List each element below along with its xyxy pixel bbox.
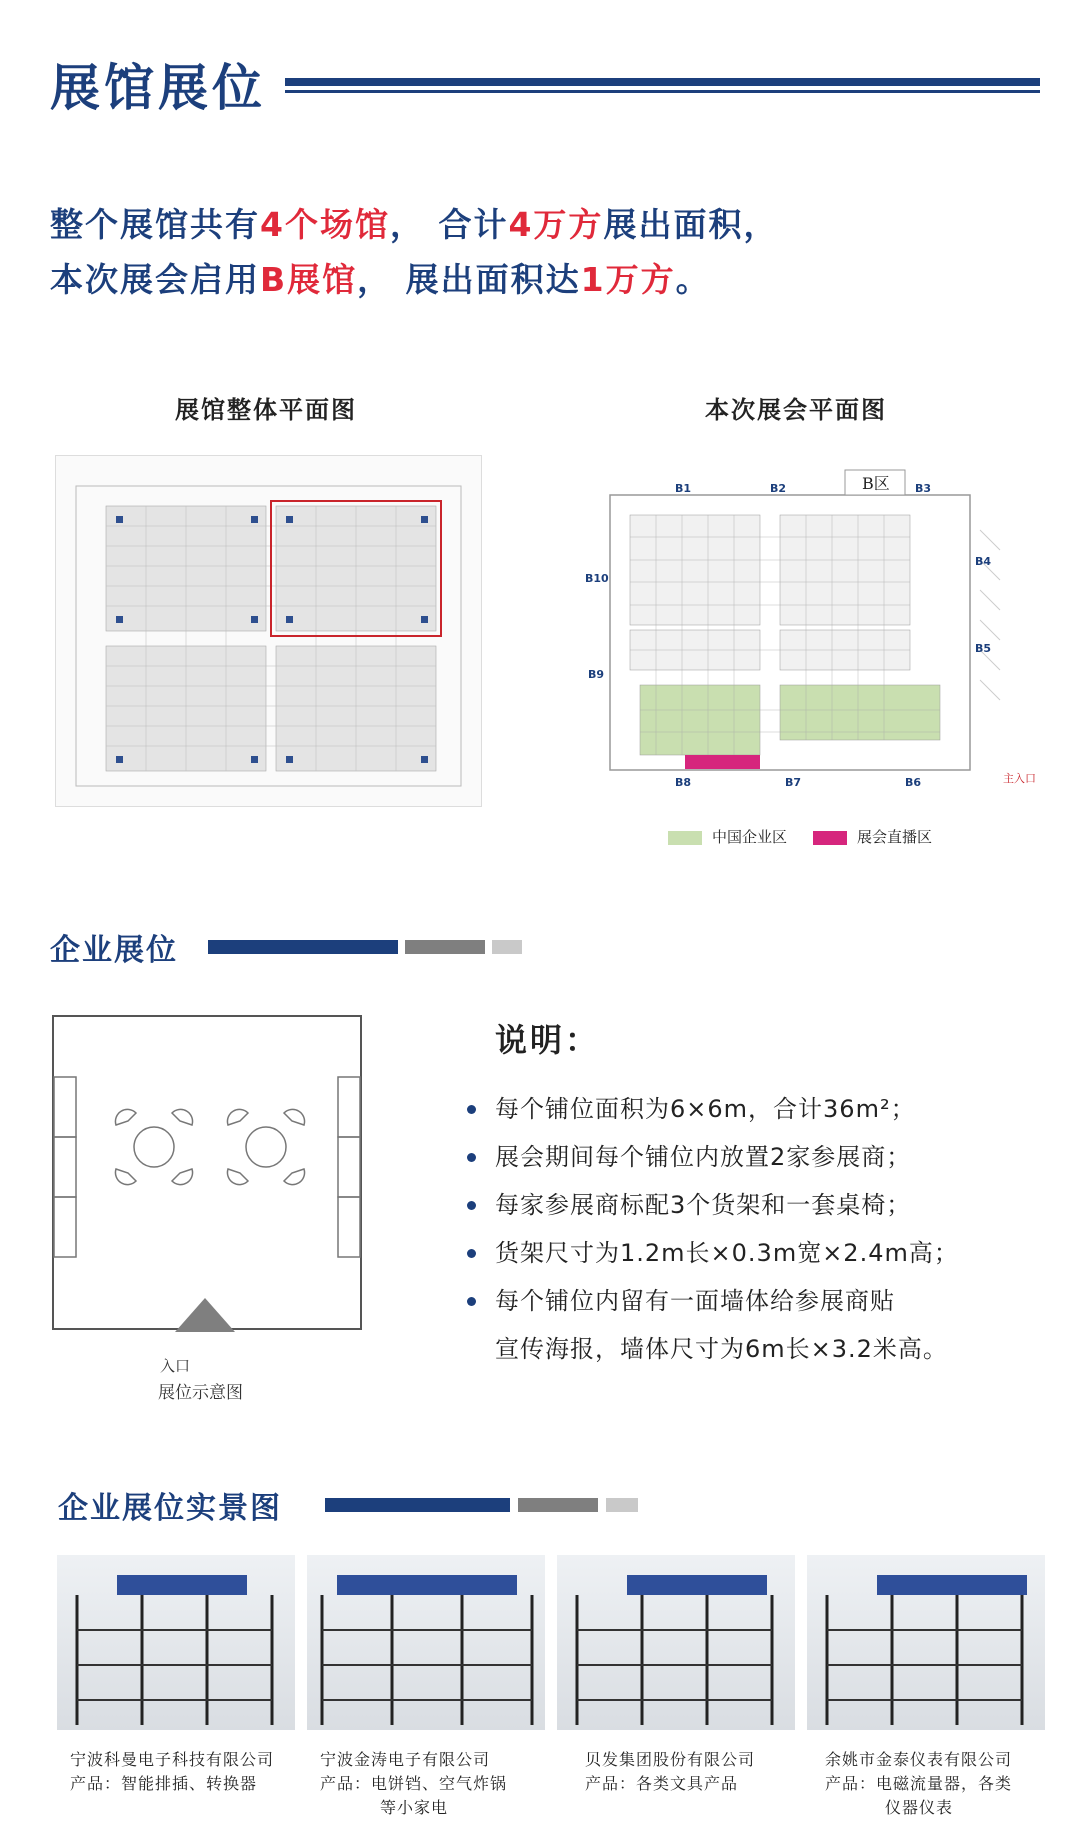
company-product-cont: 等小家电: [380, 1798, 449, 1817]
section3-bar-navy: [325, 1498, 510, 1512]
list-item: 货架尺寸为1.2m长×0.3m宽×2.4m高；: [465, 1229, 1055, 1277]
bullet-icon: [467, 1201, 476, 1210]
entrance-b4: B4: [975, 555, 992, 568]
china-enterprise-zone-left: [640, 685, 760, 755]
entrance-b2: B2: [770, 482, 787, 495]
current-floor-plan: [585, 470, 1036, 805]
booth-diagram: [52, 1015, 362, 1330]
company-caption-3: [585, 1748, 823, 1796]
description-list: [465, 1085, 1055, 1373]
shelf-drawing: [307, 1555, 545, 1730]
intro-line-2: 本次展会启用B展馆， 展出面积达1万方。: [50, 260, 711, 299]
entrance-b6: B6: [905, 776, 922, 789]
entrance-triangle-icon: [175, 1298, 235, 1332]
company-caption-2: [320, 1748, 558, 1820]
list-item-continuation: 宣传海报，墙体尺寸为6m长×3.2米高。: [495, 1335, 948, 1363]
legend-china-zone: 中国企业区: [668, 826, 787, 847]
bullet-icon: [467, 1249, 476, 1258]
entrance-b3: B3: [915, 482, 932, 495]
overall-plan-title: 展馆整体平面图: [175, 396, 357, 424]
list-item: 每个铺位内留有一面墙体给参展商贴: [465, 1277, 1055, 1325]
list-item: 每家参展商标配3个货架和一套桌椅；: [465, 1181, 1055, 1229]
photos-section-title: 企业展位实景图: [58, 1491, 282, 1526]
booth-photo-2: [307, 1555, 545, 1730]
legend-swatch-green: [668, 831, 702, 845]
shelf-drawing: [807, 1555, 1045, 1730]
main-entrance-label: 主入口: [1003, 772, 1036, 785]
title-divider-thick: [285, 78, 1040, 86]
entrance-b7: B7: [785, 776, 802, 789]
description-title: 说明：: [495, 1021, 601, 1059]
entrance-b8: B8: [675, 776, 692, 789]
company-product: 产品：电饼铛、空气炸锅: [320, 1774, 508, 1793]
live-streaming-zone: [685, 755, 760, 769]
page-title: 展馆展位: [50, 59, 266, 117]
booth-photo-1: [57, 1555, 295, 1730]
overall-floor-plan: [55, 455, 482, 807]
section-bar-gray: [405, 940, 485, 954]
company-name: 贝发集团股份有限公司: [585, 1750, 756, 1769]
list-item: 展会期间每个铺位内放置2家参展商；: [465, 1133, 1055, 1181]
booth-photo-3: [557, 1555, 795, 1730]
company-product: 产品：电磁流量器，各类: [825, 1774, 1013, 1793]
company-name: 余姚市金泰仪表有限公司: [825, 1750, 1013, 1769]
title-divider-thin: [285, 90, 1040, 93]
section-bar-navy: [208, 940, 398, 954]
company-name: 宁波科曼电子科技有限公司: [70, 1750, 275, 1769]
booth-photo-4: [807, 1555, 1045, 1730]
company-product-cont: 仪器仪表: [885, 1798, 954, 1817]
overall-floor-plan-drawing: [56, 456, 481, 806]
list-item: 每个铺位面积为6×6m，合计36m²；: [465, 1085, 1055, 1133]
legend-swatch-magenta: [813, 831, 847, 845]
booth-section-title: 企业展位: [50, 933, 178, 968]
company-product: 产品：各类文具产品: [585, 1774, 739, 1793]
entrance-b10: B10: [585, 572, 609, 585]
bullet-icon: [467, 1105, 476, 1114]
bullet-icon: [467, 1297, 476, 1306]
entrance-b9: B9: [588, 668, 605, 681]
current-plan-title: 本次展会平面图: [705, 396, 887, 424]
booth-diagram-caption: 展位示意图: [158, 1383, 243, 1403]
legend-live-zone: 展会直播区: [813, 826, 932, 847]
section3-bar-gray: [518, 1498, 598, 1512]
shelf-drawing: [557, 1555, 795, 1730]
section-bar-light: [492, 940, 522, 954]
booth-entrance-label: 入口: [160, 1357, 191, 1375]
company-caption-1: [70, 1748, 308, 1796]
section3-bar-light: [606, 1498, 638, 1512]
b-zone-label: B区: [862, 474, 890, 493]
shelf-drawing: [57, 1555, 295, 1730]
china-enterprise-zone-right: [780, 685, 940, 740]
current-floor-plan-drawing: [585, 470, 1036, 805]
company-name: 宁波金涛电子有限公司: [320, 1750, 491, 1769]
booth-diagram-drawing: [54, 1017, 360, 1328]
entrance-b5: B5: [975, 642, 992, 655]
bullet-icon: [467, 1153, 476, 1162]
company-product: 产品：智能排插、转换器: [70, 1774, 258, 1793]
entrance-b1: B1: [675, 482, 692, 495]
intro-line-1: 整个展馆共有4个场馆， 合计4万方展出面积，: [50, 205, 779, 244]
company-caption-4: [825, 1748, 1063, 1820]
